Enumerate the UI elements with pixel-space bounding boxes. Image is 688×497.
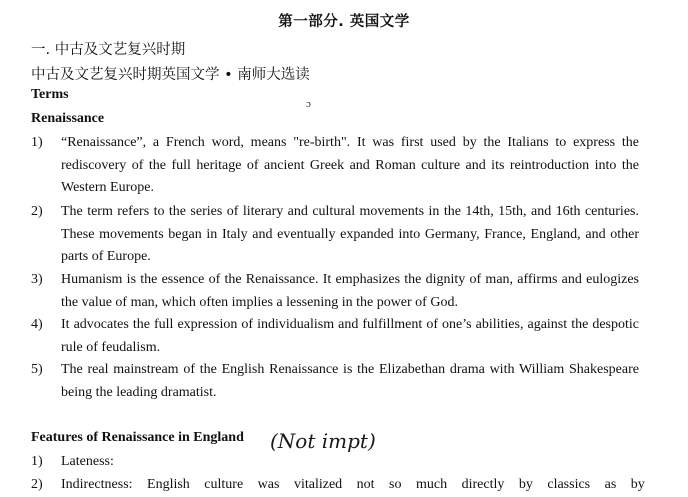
renaissance-item-3 — [31, 269, 639, 314]
item-number: 1) — [31, 454, 43, 469]
item-number: 2) — [31, 204, 43, 219]
item-text: The real mainstream of the English Renaissance is the Elizabethan drama with William Shakespeare being the leading dramatist. — [61, 362, 639, 400]
renaissance-label: Renaissance — [31, 111, 105, 126]
handwritten-note-text: (Not impt) — [270, 429, 376, 453]
features-heading: Features of Renaissance in England — [31, 430, 244, 445]
section-heading: 一. 中古及文艺复兴时期 — [31, 42, 186, 58]
renaissance-item-5 — [31, 359, 639, 404]
item-text: It advocates the full expression of individualism and fulfillment of one’s abilities, against the despotic rule of feudalism. — [61, 317, 639, 355]
item-number: 2) — [31, 477, 43, 492]
item-number: 3) — [31, 272, 43, 287]
item-text: The term refers to the series of literary and cultural movements in the 14th, 15th, and 16th centuries. These movements began in Italy and eventually expanded into Germany, France, England, and other parts of Europe. — [61, 204, 639, 264]
stray-mark: ɔ — [306, 98, 311, 110]
item-text: “Renaissance”, a French word, means "re-birth". It was first used by the Italians to express the rediscovery of the full heritage of ancient Greek and Roman culture and its reintroduction into the Western Europe. — [61, 135, 639, 195]
item-number: 5) — [31, 362, 43, 377]
item-number: 4) — [31, 317, 43, 332]
terms-label: Terms — [31, 87, 69, 102]
renaissance-item-1 — [31, 132, 639, 200]
features-item-2 — [31, 474, 645, 497]
renaissance-item-2 — [31, 201, 639, 269]
page-title: 第一部分. 英国文学 — [278, 14, 410, 30]
item-text: Humanism is the essence of the Renaissance. It emphasizes the dignity of man, affirms and eulogizes the value of man, which often implies a lessening in the power of God. — [61, 272, 639, 310]
renaissance-item-4 — [31, 314, 639, 359]
features-item-1 — [31, 451, 639, 474]
item-text: Indirectness: English culture was vitalized not so much directly by classics as by — [61, 477, 645, 492]
section-subheading: 中古及文艺复兴时期英国文学 • 南师大选读 — [31, 67, 310, 83]
item-text: Lateness: — [61, 454, 114, 469]
item-number: 1) — [31, 135, 43, 150]
